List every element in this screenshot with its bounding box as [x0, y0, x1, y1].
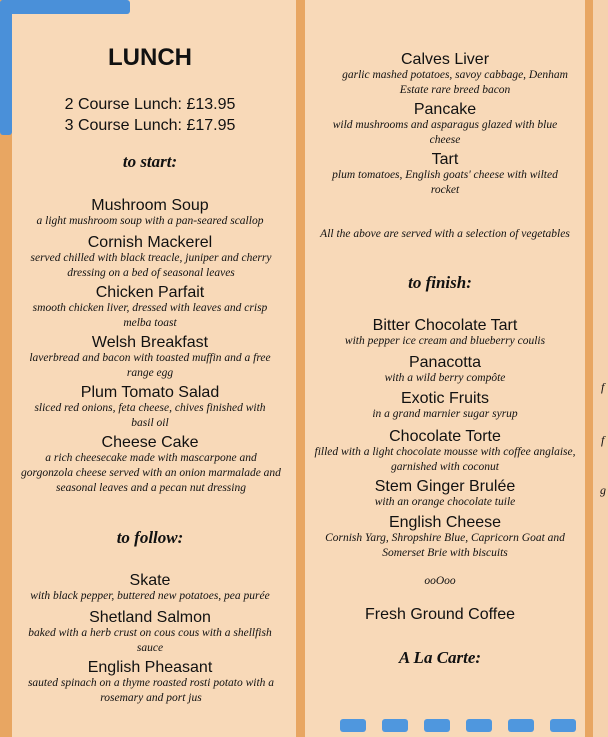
price-two-course: 2 Course Lunch: £13.95	[64, 96, 236, 113]
dish-name: Chicken Parfait	[95, 284, 205, 301]
dish-description: filled with a light chocolate mousse with coffee anglaise, garnished with coconut	[314, 446, 576, 473]
dish-name: Panacotta	[408, 354, 482, 371]
dish-description: plum tomatoes, English goats' cheese with wilted rocket	[332, 169, 558, 196]
dish-name: Cheese Cake	[101, 434, 199, 451]
dish-name: Calves Liver	[400, 51, 490, 68]
dish-name: Exotic Fruits	[400, 390, 489, 407]
dish-description: in a grand marnier sugar syrup	[372, 408, 518, 420]
section-heading-to-follow: to follow:	[116, 528, 184, 547]
dish-name: Shetland Salmon	[89, 609, 211, 626]
dish-description: a rich cheesecake made with mascarpone and gorgonzola cheese served with an onion marmalade and seasonal leaves and a pecan nut dressing	[21, 452, 281, 494]
dish-description: with a wild berry compôte	[384, 372, 506, 384]
border-decoration	[340, 719, 366, 732]
dish-name: Cornish Mackerel	[87, 234, 213, 251]
vegetables-note: All the above are served with a selection of vegetables	[320, 228, 570, 240]
dish-description: with black pepper, buttered new potatoes, pea purée	[30, 590, 270, 602]
dish-description: wild mushrooms and asparagus glazed with blue cheese	[332, 119, 558, 146]
separator: ooOoo	[424, 575, 456, 587]
dish-name: English Pheasant	[87, 659, 213, 676]
dish-name: Mushroom Soup	[91, 197, 209, 214]
border-decoration	[466, 719, 492, 732]
edge-letter: g	[600, 483, 606, 497]
price-three-course: 3 Course Lunch: £17.95	[64, 117, 236, 134]
menu-next-page-edge	[593, 0, 608, 737]
border-decoration	[0, 0, 12, 135]
border-decoration	[0, 0, 130, 14]
dish-name: Skate	[129, 572, 171, 589]
dish-description: sliced red onions, feta cheese, chives finished with basil oil	[34, 402, 266, 429]
dish-description: garlic mashed potatoes, savoy cabbage, Denham Estate rare breed bacon	[342, 69, 568, 96]
dish-name: Tart	[431, 151, 459, 168]
border-decoration	[424, 719, 450, 732]
dish-description: laverbread and bacon with toasted muffin and a free range egg	[29, 352, 271, 379]
edge-letter: f	[601, 380, 605, 394]
border-decoration	[382, 719, 408, 732]
dish-name: Plum Tomato Salad	[80, 384, 220, 401]
section-heading-to-finish: to finish:	[408, 273, 472, 292]
dish-description: a light mushroom soup with a pan-seared scallop	[36, 215, 264, 227]
edge-letter: f	[601, 433, 605, 447]
dish-name: Bitter Chocolate Tart	[372, 317, 518, 334]
border-decoration	[508, 719, 534, 732]
dish-description: with pepper ice cream and blueberry coulis	[344, 335, 546, 347]
dish-description: Cornish Yarg, Shropshire Blue, Capricorn Goat and Somerset Brie with biscuits	[325, 532, 565, 559]
menu-title: LUNCH	[108, 44, 192, 71]
dish-description: sauted spinach on a thyme roasted rosti potato with a rosemary and port jus	[27, 677, 275, 704]
dish-description: baked with a herb crust on cous cous with a shellfish sauce	[28, 627, 272, 654]
dish-name: English Cheese	[388, 514, 502, 531]
dish-name: Welsh Breakfast	[91, 334, 209, 351]
dish-name: Stem Ginger Brulée	[374, 478, 516, 495]
dish-name: Pancake	[413, 101, 477, 118]
dish-description: served chilled with black treacle, juniper and cherry dressing on a bed of seasonal leaves	[30, 252, 272, 279]
dish-description: with an orange chocolate tuile	[374, 496, 516, 508]
dish-name: Chocolate Torte	[389, 428, 501, 445]
border-decoration	[550, 719, 576, 732]
section-heading-to-start: to start:	[122, 152, 178, 171]
coffee-item: Fresh Ground Coffee	[364, 606, 515, 623]
dish-description: smooth chicken liver, dressed with leaves and crisp melba toast	[32, 302, 268, 329]
a-la-carte-heading: A La Carte:	[398, 648, 482, 667]
